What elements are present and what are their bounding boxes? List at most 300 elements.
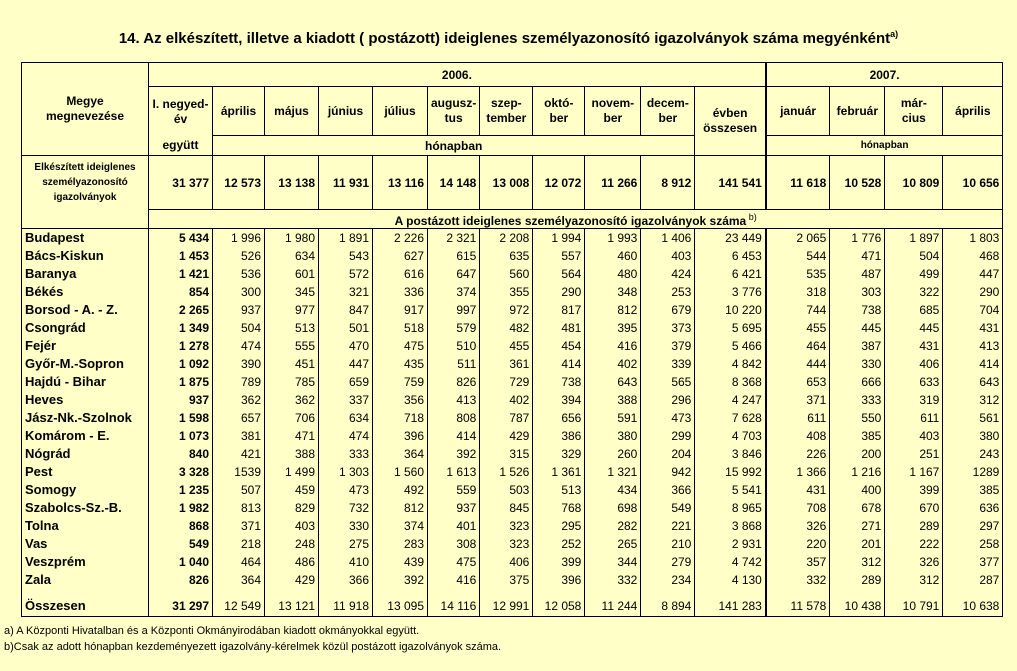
county-value: 789 bbox=[213, 373, 265, 391]
month-line: április bbox=[955, 103, 991, 118]
county-value: 222 bbox=[885, 535, 943, 553]
county-value: 1 776 bbox=[830, 229, 885, 247]
county-value: 464 bbox=[766, 337, 830, 355]
county-row bbox=[22, 535, 1003, 553]
total-label: Összesen bbox=[22, 597, 149, 617]
total-value: 141 283 bbox=[695, 597, 766, 617]
county-value: 474 bbox=[213, 337, 265, 355]
county-value: 333 bbox=[830, 391, 885, 409]
county-value: 1 278 bbox=[149, 337, 213, 355]
posted-header bbox=[149, 210, 1003, 229]
county-value: 387 bbox=[830, 337, 885, 355]
county-value: 470 bbox=[319, 337, 373, 355]
county-value: 510 bbox=[428, 337, 480, 355]
month-line: ber bbox=[549, 111, 569, 125]
county-value: 455 bbox=[766, 319, 830, 337]
county-value: 403 bbox=[265, 517, 319, 535]
county-name: Pest bbox=[22, 463, 149, 481]
county-value: 445 bbox=[885, 319, 943, 337]
county-row bbox=[22, 445, 1003, 463]
county-value: 296 bbox=[641, 391, 695, 409]
county-value: 647 bbox=[428, 265, 480, 283]
county-value: 403 bbox=[885, 427, 943, 445]
county-value: 473 bbox=[641, 409, 695, 427]
county-value: 787 bbox=[480, 409, 533, 427]
month-line: novem- bbox=[591, 96, 635, 110]
county-value: 366 bbox=[319, 571, 373, 589]
county-value: 400 bbox=[830, 481, 885, 499]
county-value: 601 bbox=[265, 265, 319, 283]
county-value: 659 bbox=[319, 373, 373, 391]
county-value: 536 bbox=[213, 265, 265, 283]
county-value: 429 bbox=[480, 427, 533, 445]
total-value: 12 058 bbox=[533, 597, 585, 617]
title-text: 14. Az elkészített, illetve a kiadott ( postázott) ideiglenes személyazonosító igazolványok száma megyénként bbox=[118, 30, 891, 47]
made-label-line: Elkészített ideiglenes bbox=[34, 162, 136, 174]
county-value: 499 bbox=[885, 265, 943, 283]
spacer-cell bbox=[428, 589, 480, 597]
county-value: 487 bbox=[830, 265, 885, 283]
county-value: 318 bbox=[766, 283, 830, 301]
county-name: Hajdú - Bihar bbox=[22, 373, 149, 391]
county-value: 374 bbox=[373, 517, 428, 535]
made-value: 11 618 bbox=[766, 156, 830, 210]
county-value: 439 bbox=[373, 553, 428, 571]
month-header-2006 bbox=[265, 87, 319, 136]
county-value: 685 bbox=[885, 301, 943, 319]
county-name: Fejér bbox=[22, 337, 149, 355]
q1-header-line: év bbox=[173, 112, 188, 126]
posted-header-row bbox=[22, 210, 1003, 229]
county-value: 323 bbox=[480, 517, 533, 535]
county-value: 492 bbox=[373, 481, 428, 499]
county-value: 220 bbox=[766, 535, 830, 553]
county-value: 265 bbox=[585, 535, 641, 553]
total-value: 12 549 bbox=[213, 597, 265, 617]
county-value: 2 321 bbox=[428, 229, 480, 247]
county-value: 666 bbox=[830, 373, 885, 391]
county-row bbox=[22, 319, 1003, 337]
county-value: 635 bbox=[480, 247, 533, 265]
county-value: 1 526 bbox=[480, 463, 533, 481]
county-value: 847 bbox=[319, 301, 373, 319]
total-value: 11 918 bbox=[319, 597, 373, 617]
county-value: 399 bbox=[533, 553, 585, 571]
total-value: 11 578 bbox=[766, 597, 830, 617]
title-footnote-mark: a) bbox=[890, 29, 899, 39]
month-header-2006 bbox=[585, 87, 641, 136]
county-row bbox=[22, 499, 1003, 517]
county-value: 812 bbox=[585, 301, 641, 319]
county-value: 447 bbox=[943, 265, 1003, 283]
county-name: Bács-Kiskun bbox=[22, 247, 149, 265]
county-value: 271 bbox=[830, 517, 885, 535]
county-value: 8 368 bbox=[695, 373, 766, 391]
county-value: 808 bbox=[428, 409, 480, 427]
county-value: 23 449 bbox=[695, 229, 766, 247]
county-value: 513 bbox=[533, 481, 585, 499]
county-value: 564 bbox=[533, 265, 585, 283]
county-value: 3 328 bbox=[149, 463, 213, 481]
county-value: 759 bbox=[373, 373, 428, 391]
month-header-2007 bbox=[885, 87, 943, 136]
spacer-cell bbox=[149, 589, 213, 597]
county-value: 332 bbox=[766, 571, 830, 589]
county-value: 396 bbox=[533, 571, 585, 589]
county-value: 375 bbox=[480, 571, 533, 589]
county-name: Budapest bbox=[22, 229, 149, 247]
county-value: 1 891 bbox=[319, 229, 373, 247]
total-value: 13 095 bbox=[373, 597, 428, 617]
county-header-line: Megye bbox=[66, 94, 104, 108]
county-row bbox=[22, 463, 1003, 481]
county-value: 455 bbox=[480, 337, 533, 355]
county-value: 656 bbox=[533, 409, 585, 427]
month-header-2006 bbox=[533, 87, 585, 136]
county-value: 434 bbox=[585, 481, 641, 499]
county-value: 3 776 bbox=[695, 283, 766, 301]
county-value: 381 bbox=[213, 427, 265, 445]
made-value: 10 528 bbox=[830, 156, 885, 210]
county-value: 371 bbox=[213, 517, 265, 535]
county-value: 374 bbox=[428, 283, 480, 301]
county-value: 337 bbox=[319, 391, 373, 409]
year-total-line: összesen bbox=[703, 121, 758, 135]
county-value: 10 220 bbox=[695, 301, 766, 319]
county-value: 299 bbox=[641, 427, 695, 445]
county-value: 218 bbox=[213, 535, 265, 553]
county-value: 399 bbox=[885, 481, 943, 499]
county-value: 549 bbox=[641, 499, 695, 517]
county-value: 303 bbox=[830, 283, 885, 301]
month-line: decem- bbox=[646, 96, 689, 110]
year-total-header bbox=[695, 87, 766, 156]
county-value: 4 247 bbox=[695, 391, 766, 409]
county-value: 615 bbox=[428, 247, 480, 265]
county-value: 503 bbox=[480, 481, 533, 499]
made-row-label bbox=[22, 156, 149, 210]
county-value: 504 bbox=[213, 319, 265, 337]
county-value: 395 bbox=[585, 319, 641, 337]
county-value: 6 421 bbox=[695, 265, 766, 283]
county-value: 4 703 bbox=[695, 427, 766, 445]
county-value: 1 994 bbox=[533, 229, 585, 247]
county-value: 845 bbox=[480, 499, 533, 517]
county-value: 410 bbox=[319, 553, 373, 571]
county-value: 326 bbox=[885, 553, 943, 571]
spacer-cell bbox=[830, 589, 885, 597]
spacer-cell bbox=[695, 589, 766, 597]
county-value: 813 bbox=[213, 499, 265, 517]
total-value: 13 121 bbox=[265, 597, 319, 617]
county-value: 403 bbox=[641, 247, 695, 265]
county-value: 251 bbox=[885, 445, 943, 463]
by-month-2006: hónapban bbox=[213, 136, 695, 156]
county-value: 459 bbox=[265, 481, 319, 499]
spacer-cell bbox=[585, 589, 641, 597]
data-table bbox=[21, 62, 1003, 617]
county-value: 329 bbox=[533, 445, 585, 463]
spacer-cell bbox=[885, 589, 943, 597]
county-row bbox=[22, 481, 1003, 499]
made-row bbox=[22, 156, 1003, 210]
county-value: 377 bbox=[943, 553, 1003, 571]
county-value: 560 bbox=[480, 265, 533, 283]
county-row bbox=[22, 391, 1003, 409]
county-value: 471 bbox=[830, 247, 885, 265]
county-value: 3 846 bbox=[695, 445, 766, 463]
county-name: Veszprém bbox=[22, 553, 149, 571]
county-value: 283 bbox=[373, 535, 428, 553]
county-row bbox=[22, 553, 1003, 571]
county-value: 1539 bbox=[213, 463, 265, 481]
county-value: 643 bbox=[585, 373, 641, 391]
county-value: 611 bbox=[885, 409, 943, 427]
county-value: 937 bbox=[213, 301, 265, 319]
county-value: 444 bbox=[766, 355, 830, 373]
county-value: 718 bbox=[373, 409, 428, 427]
county-value: 243 bbox=[943, 445, 1003, 463]
made-value: 12 072 bbox=[533, 156, 585, 210]
county-value: 390 bbox=[213, 355, 265, 373]
county-value: 2 265 bbox=[149, 301, 213, 319]
posted-header-text: A postázott ideiglenes személyazonosító igazolványok száma bbox=[394, 214, 747, 228]
spacer-cell bbox=[766, 589, 830, 597]
county-value: 643 bbox=[943, 373, 1003, 391]
county-row bbox=[22, 517, 1003, 535]
county-value: 431 bbox=[885, 337, 943, 355]
county-value: 386 bbox=[533, 427, 585, 445]
month-line: cius bbox=[901, 111, 926, 125]
county-name: Tolna bbox=[22, 517, 149, 535]
county-value: 482 bbox=[480, 319, 533, 337]
county-value: 312 bbox=[830, 553, 885, 571]
county-value: 401 bbox=[428, 517, 480, 535]
county-value: 226 bbox=[766, 445, 830, 463]
county-value: 1 982 bbox=[149, 499, 213, 517]
county-value: 937 bbox=[428, 499, 480, 517]
county-value: 2 226 bbox=[373, 229, 428, 247]
month-line: február bbox=[836, 103, 879, 118]
spacer-cell bbox=[319, 589, 373, 597]
county-value: 611 bbox=[766, 409, 830, 427]
county-value: 535 bbox=[766, 265, 830, 283]
month-line: ber bbox=[603, 111, 623, 125]
county-value: 543 bbox=[319, 247, 373, 265]
county-value: 322 bbox=[885, 283, 943, 301]
county-value: 392 bbox=[428, 445, 480, 463]
county-value: 744 bbox=[766, 301, 830, 319]
spacer-cell bbox=[373, 589, 428, 597]
county-value: 768 bbox=[533, 499, 585, 517]
month-header-2006 bbox=[213, 87, 265, 136]
county-value: 5 541 bbox=[695, 481, 766, 499]
county-value: 373 bbox=[641, 319, 695, 337]
spacer-cell bbox=[533, 589, 585, 597]
county-value: 431 bbox=[943, 319, 1003, 337]
county-value: 732 bbox=[319, 499, 373, 517]
county-value: 414 bbox=[533, 355, 585, 373]
county-name: Békés bbox=[22, 283, 149, 301]
county-value: 634 bbox=[265, 247, 319, 265]
county-value: 416 bbox=[428, 571, 480, 589]
county-value: 424 bbox=[641, 265, 695, 283]
month-header-2006 bbox=[480, 87, 533, 136]
county-value: 1 361 bbox=[533, 463, 585, 481]
county-value: 7 628 bbox=[695, 409, 766, 427]
total-value: 14 116 bbox=[428, 597, 480, 617]
made-value: 13 116 bbox=[373, 156, 428, 210]
county-row bbox=[22, 373, 1003, 391]
spacer-cell bbox=[265, 589, 319, 597]
county-row bbox=[22, 247, 1003, 265]
county-value: 312 bbox=[885, 571, 943, 589]
county-value: 977 bbox=[265, 301, 319, 319]
county-value: 333 bbox=[319, 445, 373, 463]
made-value: 31 377 bbox=[149, 156, 213, 210]
posted-header-blank bbox=[22, 210, 149, 229]
spacer-cell bbox=[213, 589, 265, 597]
county-value: 473 bbox=[319, 481, 373, 499]
county-value: 917 bbox=[373, 301, 428, 319]
county-value: 1 560 bbox=[373, 463, 428, 481]
county-value: 1 073 bbox=[149, 427, 213, 445]
spacer-cell bbox=[22, 589, 149, 597]
county-value: 357 bbox=[766, 553, 830, 571]
county-name: Nógrád bbox=[22, 445, 149, 463]
header-row-sub bbox=[22, 136, 1003, 156]
county-value: 380 bbox=[585, 427, 641, 445]
county-value: 385 bbox=[830, 427, 885, 445]
q1-header bbox=[149, 87, 213, 136]
made-value: 12 573 bbox=[213, 156, 265, 210]
county-value: 275 bbox=[319, 535, 373, 553]
month-line: már- bbox=[900, 96, 927, 110]
county-value: 362 bbox=[213, 391, 265, 409]
county-value: 468 bbox=[943, 247, 1003, 265]
county-row bbox=[22, 337, 1003, 355]
county-value: 559 bbox=[428, 481, 480, 499]
month-line: tember bbox=[486, 111, 527, 125]
county-value: 248 bbox=[265, 535, 319, 553]
county-value: 526 bbox=[213, 247, 265, 265]
header-row-months bbox=[22, 87, 1003, 136]
county-value: 345 bbox=[265, 283, 319, 301]
county-value: 4 130 bbox=[695, 571, 766, 589]
county-value: 408 bbox=[766, 427, 830, 445]
month-header-2007 bbox=[830, 87, 885, 136]
county-value: 2 208 bbox=[480, 229, 533, 247]
made-value: 14 148 bbox=[428, 156, 480, 210]
county-value: 1 216 bbox=[830, 463, 885, 481]
county-value: 290 bbox=[943, 283, 1003, 301]
county-value: 8 965 bbox=[695, 499, 766, 517]
county-value: 445 bbox=[830, 319, 885, 337]
county-value: 565 bbox=[641, 373, 695, 391]
month-line: októ- bbox=[544, 96, 574, 110]
posted-footnote-mark: b) bbox=[746, 212, 757, 222]
total-value: 12 991 bbox=[480, 597, 533, 617]
month-line: ber bbox=[658, 111, 678, 125]
county-value: 371 bbox=[766, 391, 830, 409]
county-value: 4 742 bbox=[695, 553, 766, 571]
county-value: 507 bbox=[213, 481, 265, 499]
county-value: 362 bbox=[265, 391, 319, 409]
county-value: 1 406 bbox=[641, 229, 695, 247]
county-value: 486 bbox=[265, 553, 319, 571]
county-value: 1 167 bbox=[885, 463, 943, 481]
month-header-2006 bbox=[373, 87, 428, 136]
county-value: 289 bbox=[830, 571, 885, 589]
county-value: 330 bbox=[830, 355, 885, 373]
county-value: 698 bbox=[585, 499, 641, 517]
made-value: 13 008 bbox=[480, 156, 533, 210]
county-name: Somogy bbox=[22, 481, 149, 499]
county-value: 840 bbox=[149, 445, 213, 463]
county-value: 406 bbox=[480, 553, 533, 571]
month-line: július bbox=[384, 103, 416, 118]
made-value: 8 912 bbox=[641, 156, 695, 210]
county-value: 447 bbox=[319, 355, 373, 373]
county-value: 380 bbox=[943, 427, 1003, 445]
county-value: 221 bbox=[641, 517, 695, 535]
county-value: 480 bbox=[585, 265, 641, 283]
county-value: 1 993 bbox=[585, 229, 641, 247]
county-value: 518 bbox=[373, 319, 428, 337]
county-value: 997 bbox=[428, 301, 480, 319]
county-value: 201 bbox=[830, 535, 885, 553]
county-value: 295 bbox=[533, 517, 585, 535]
county-row bbox=[22, 283, 1003, 301]
county-value: 678 bbox=[830, 499, 885, 517]
county-value: 616 bbox=[373, 265, 428, 283]
county-value: 471 bbox=[265, 427, 319, 445]
year-2007-header: 2007. bbox=[766, 63, 1003, 87]
total-value: 8 894 bbox=[641, 597, 695, 617]
county-value: 1 875 bbox=[149, 373, 213, 391]
county-name: Jász-Nk.-Szolnok bbox=[22, 409, 149, 427]
county-value: 475 bbox=[428, 553, 480, 571]
footnote-a: a) A Központi Hivatalban és a Központi Okmányirodában kiadott okmányokkal együtt. bbox=[4, 625, 420, 637]
county-value: 464 bbox=[213, 553, 265, 571]
county-value: 356 bbox=[373, 391, 428, 409]
year-2006-header: 2006. bbox=[149, 63, 766, 87]
county-value: 826 bbox=[428, 373, 480, 391]
made-value: 13 138 bbox=[265, 156, 319, 210]
made-label-line: igazolványok bbox=[53, 192, 117, 204]
county-value: 421 bbox=[213, 445, 265, 463]
county-value: 402 bbox=[585, 355, 641, 373]
county-row bbox=[22, 355, 1003, 373]
county-value: 572 bbox=[319, 265, 373, 283]
month-line: január bbox=[780, 103, 817, 118]
county-value: 657 bbox=[213, 409, 265, 427]
county-value: 406 bbox=[885, 355, 943, 373]
county-value: 5 695 bbox=[695, 319, 766, 337]
county-name: Zala bbox=[22, 571, 149, 589]
county-value: 204 bbox=[641, 445, 695, 463]
total-value: 10 638 bbox=[943, 597, 1003, 617]
county-value: 555 bbox=[265, 337, 319, 355]
county-value: 544 bbox=[766, 247, 830, 265]
county-value: 312 bbox=[943, 391, 1003, 409]
county-value: 323 bbox=[480, 535, 533, 553]
spacer-cell bbox=[480, 589, 533, 597]
total-row bbox=[22, 597, 1003, 617]
county-value: 1 366 bbox=[766, 463, 830, 481]
county-value: 287 bbox=[943, 571, 1003, 589]
county-value: 364 bbox=[213, 571, 265, 589]
